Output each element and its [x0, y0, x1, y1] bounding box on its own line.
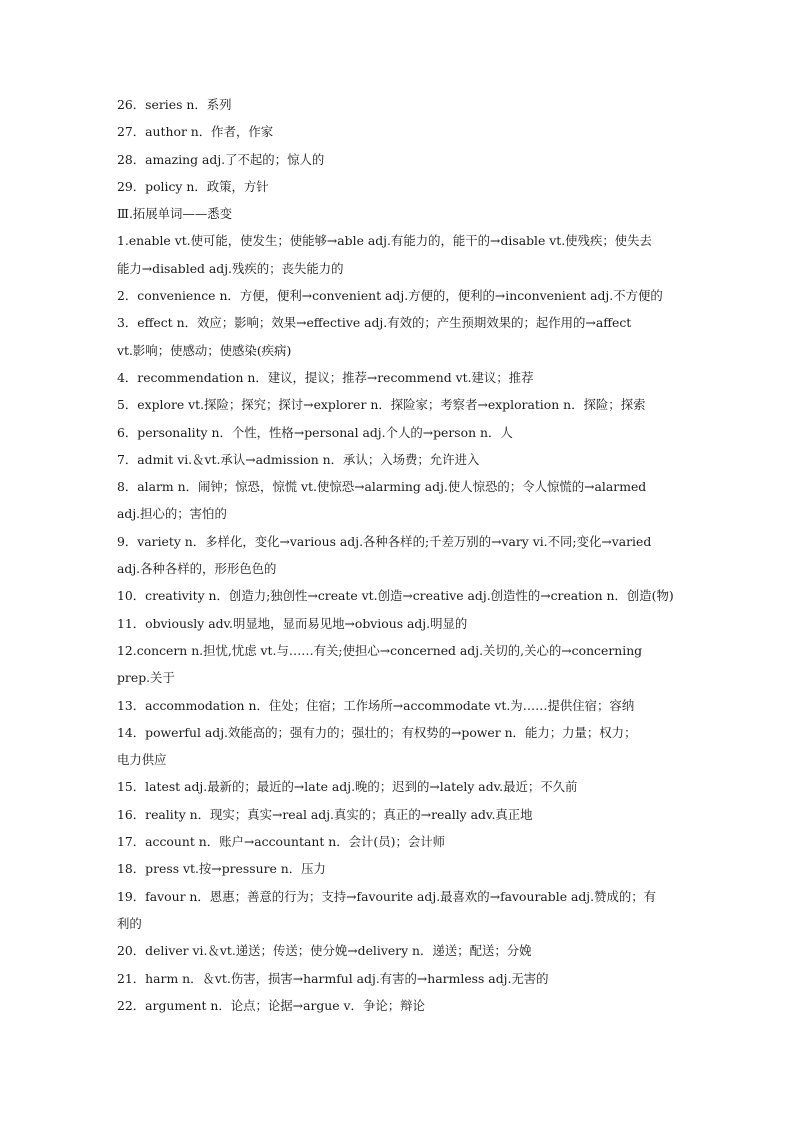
entry-29: 29．policy n．政策，方针: [117, 178, 269, 194]
entry-10: 10．creativity n．创造力;独创性→create vt.创造→creative adj.创造性的→creation n．创造(物): [117, 588, 674, 604]
entry-27: 27．author n．作者，作家: [117, 124, 274, 140]
entry-4: 4．recommendation n．建议，提议；推荐→recommend vt.建议；推荐: [117, 369, 534, 385]
entry-14-line-2: 电力供应: [117, 752, 167, 768]
entry-13: 13．accommodation n．住处；住宿；工作场所→accommodate vt.为……提供住宿；容纳: [117, 697, 635, 713]
entry-22: 22．argument n．论点；论据→argue v．争论；辩论: [117, 997, 425, 1013]
entry-20: 20．deliver vi.＆vt.递送；传送；使分娩→delivery n．递送；配送；分娩: [117, 943, 532, 959]
section-heading: Ⅲ.拓展单词——悉变: [117, 206, 233, 222]
entry-1-line-1: 1.enable vt.使可能，使发生；使能够→able adj.有能力的，能干的→disable vt.使残疾；使失去: [117, 233, 652, 249]
vocabulary-page: [117, 91, 683, 1019]
entry-8-line-1: 8．alarm n．闹钟；惊恐，惊慌 vt.使惊恐→alarming adj.使人惊恐的；令人惊慌的→alarmed: [117, 479, 647, 495]
entry-12-line-2: prep.关于: [117, 670, 175, 686]
entry-19-line-1: 19．favour n．恩惠；善意的行为；支持→favourite adj.最喜欢的→favourable adj.赞成的；有: [117, 888, 657, 904]
entry-17: 17．account n．账户→accountant n．会计(员)；会计师: [117, 834, 446, 850]
entry-21: 21．harm n．＆vt.伤害，损害→harmful adj.有害的→harmless adj.无害的: [117, 970, 549, 986]
entry-6: 6．personality n．个性，性格→personal adj.个人的→person n．人: [117, 424, 513, 440]
entry-14-line-1: 14．powerful adj.效能高的；强有力的；强壮的；有权势的→power n．能力；力量；权力；: [117, 724, 637, 740]
entry-11: 11．obviously adv.明显地，显而易见地→obvious adj.明显的: [117, 615, 468, 631]
entry-12-line-1: 12.concern n.担忧,忧虑 vt.与……有关;使担心→concerned adj.关切的,关心的→concerning: [117, 642, 643, 658]
entry-2: 2．convenience n．方便，便利→convenient adj.方便的，便利的→inconvenient adj.不方便的: [117, 288, 663, 304]
entry-3-line-2: vt.影响；使感动；使感染(疾病): [117, 342, 292, 358]
entry-18: 18．press vt.按→pressure n．压力: [117, 861, 326, 877]
entry-16: 16．reality n．现实；真实→real adj.真实的；真正的→really adv.真正地: [117, 806, 533, 822]
entry-26: 26．series n．系列: [117, 97, 232, 112]
entry-19-line-2: 利的: [117, 915, 142, 931]
entry-8-line-2: adj.担心的；害怕的: [117, 506, 227, 522]
entry-5: 5．explore vt.探险；探究；探讨→explorer n．探险家；考察者→exploration n．探险；探索: [117, 397, 646, 413]
entry-9-line-2: adj.各种各样的，形形色色的: [117, 561, 277, 577]
entry-7: 7．admit vi.＆vt.承认→admission n．承认；入场费；允许进入: [117, 451, 480, 467]
entry-28: 28．amazing adj.了不起的；惊人的: [117, 151, 325, 167]
entry-9-line-1: 9．variety n．多样化，变化→various adj.各种各样的;千差万别的→vary vi.不同;变化→varied: [117, 533, 652, 549]
entry-15: 15．latest adj.最新的；最近的→late adj.晚的；迟到的→lately adv.最近；不久前: [117, 779, 578, 795]
entry-1-line-2: 能力→disabled adj.残疾的；丧失能力的: [117, 260, 344, 276]
entry-3-line-1: 3．effect n．效应；影响；效果→effective adj.有效的；产生预期效果的；起作用的→affect: [117, 315, 632, 331]
